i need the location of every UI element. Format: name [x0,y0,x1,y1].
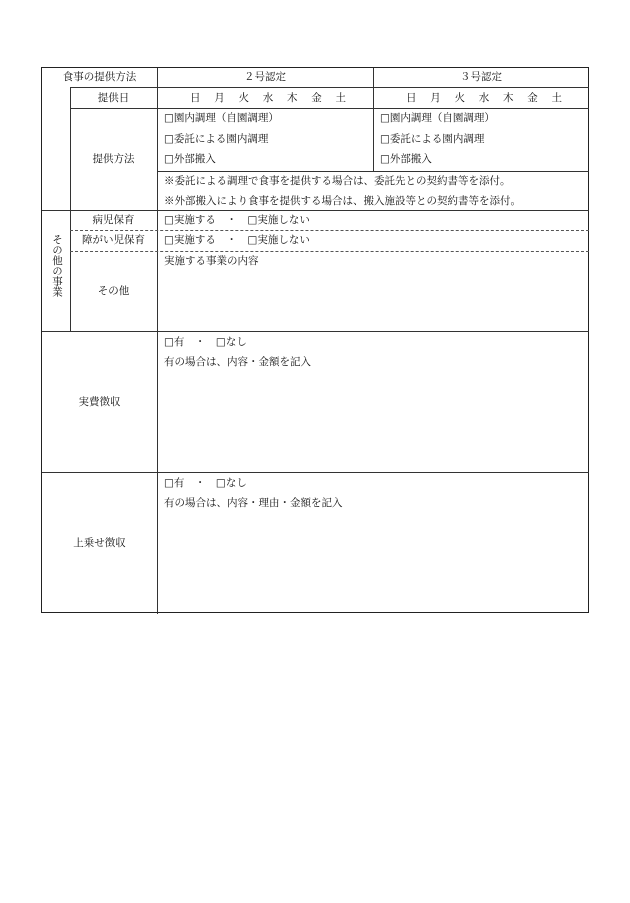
surcharge-label: 上乗せ徴収 [73,537,126,549]
day-mon: 月 [214,92,225,104]
day-wed: 水 [478,92,490,104]
col2-days [190,92,346,105]
divider [42,210,589,211]
divider [70,108,589,109]
surcharge-note: 有の場合は、内容・理由・金額を記入 [164,497,343,509]
day-mon: 月 [430,92,441,104]
day-fri: 金 [527,92,538,104]
day-sat: 土 [335,92,346,104]
day-sat: 土 [551,92,562,104]
meal-section-label: 食事の提供方法 [62,71,137,83]
sick-child-options: □実施する ・ □実施しない [164,214,310,226]
meal-note-external: ※外部搬入により食事を提供する場合は、搬入施設等との契約書等を添付。 [164,195,521,207]
divider [70,230,589,231]
col2-option-inhouse: □園内調理（自園調理） [164,112,279,124]
day-sun: 日 [406,92,417,104]
divider [70,251,589,252]
disabled-child-label: 障がい児保育 [82,234,145,246]
other-section-label: その他の事業 [51,234,63,297]
day-thu: 木 [287,92,298,104]
divider [42,472,589,473]
day-sun: 日 [190,92,201,104]
method-label: 提供方法 [92,153,135,165]
col2-option-contract: □委託による園内調理 [164,133,269,145]
sick-child-label: 病児保育 [92,214,135,226]
day-tue: 火 [454,92,465,104]
actual-cost-options: □有 ・ □なし [164,336,247,348]
col3-days [406,92,562,105]
day-wed: 水 [262,92,274,104]
col3-option-external: □外部搬入 [380,153,432,165]
day-tue: 火 [238,92,249,104]
divider [157,171,589,172]
col2-option-external: □外部搬入 [164,153,216,165]
misc-label: その他 [97,285,130,297]
col3-header: ３号認定 [460,71,502,83]
disabled-child-options: □実施する ・ □実施しない [164,234,310,246]
col3-option-inhouse: □園内調理（自園調理） [380,112,495,124]
day-fri: 金 [311,92,322,104]
divider [70,87,589,88]
days-label: 提供日 [97,92,130,104]
col3-option-contract: □委託による園内調理 [380,133,485,145]
actual-cost-label: 実費徴収 [78,396,121,408]
divider [42,331,589,332]
meal-note-contract: ※委託による調理で食事を提供する場合は、委託先との契約書等を添付。 [164,175,511,187]
surcharge-options: □有 ・ □なし [164,477,247,489]
divider [157,68,158,614]
col2-header: ２号認定 [244,71,286,83]
day-thu: 木 [503,92,514,104]
misc-note: 実施する事業の内容 [164,255,259,267]
actual-cost-note: 有の場合は、内容・金額を記入 [164,356,311,368]
facility-form-table [41,67,589,613]
